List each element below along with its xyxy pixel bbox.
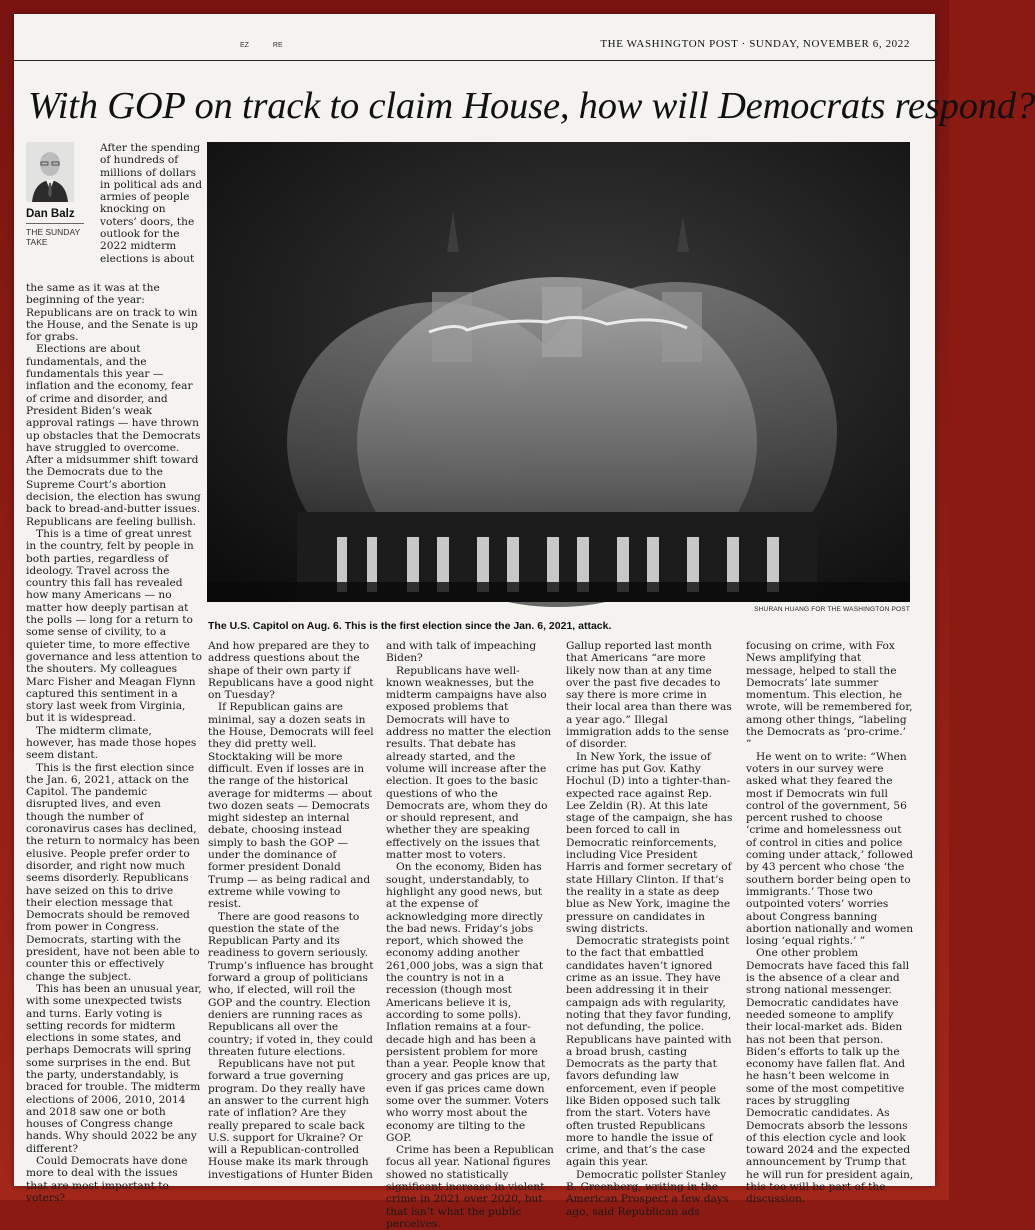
paragraph: After the spending of hundreds of millions of dollars in political ads and armies of people knocking on voters’ doors, the outlook for the 2022 midterm elections is about bbox=[100, 142, 202, 265]
paragraph: There are good reasons to question the state of the Republican Party and its readiness to govern seriously. Trump’s influence has brought forward a group of politicians who, if elected, will roil the GOP and the country. Election deniers are running races as Republicans all over the country; if voted in, they could threaten future elections. bbox=[208, 910, 374, 1058]
byline-rule bbox=[26, 223, 84, 224]
text-column-4 bbox=[566, 640, 734, 1218]
paragraph: Gallup reported last month that Americans “are more likely now than at any time over the past five decades to say there is more crime in their local area than there was a year ago.” Illegal immigration adds to the sense of disorder. bbox=[566, 640, 732, 751]
author-mugshot bbox=[26, 142, 74, 202]
paragraph: focusing on crime, with Fox News amplifying that message, helped to stall the Democrats’ late summer momentum. This election, he wrote, will be remembered for, among other things, “labeling the Democrats as ‘pro-crime.’ ” bbox=[746, 640, 913, 751]
paragraph: and with talk of impeaching Biden? bbox=[386, 640, 537, 665]
lead-paragraph-top bbox=[100, 142, 202, 265]
zone-code: EZ bbox=[240, 42, 249, 49]
paragraph: the same as it was at the beginning of the year: Republicans are on track to win the House, and the Senate is up for grabs. bbox=[26, 282, 198, 344]
paragraph: This is a time of great unrest in the country, felt by people in both parties, regardless of ideology. Travel across the country this fall has revealed how many Americans — no matter how deeply partisan at the polls — long for a return to some sense of civility, to a quieter time, to more effective governance and less attention to the shouters. My colleagues Marc Fisher and Meagan Flynn captured this sentiment in a story last week from Virginia, but it is widespread. bbox=[26, 527, 202, 725]
folio-line: THE WASHINGTON POST · SUNDAY, NOVEMBER 6, 2022 bbox=[600, 38, 910, 50]
author-name: Dan Balz bbox=[26, 208, 75, 220]
paragraph: He went on to write: “When voters in our survey were asked what they feared the most if Democrats win full control of the government, 56 percent rushed to choose ‘crime and homelessness out of control in cities and police coming under attack,’ followed by 43 percent who chose ‘the southern border being open to immigrants.’ Those two outpointed voters’ worries about Congress banning abortion nationally and women losing ‘equal rights.’ ” bbox=[746, 750, 914, 948]
paragraph: This is the first election since the Jan. 6, 2021, attack on the Capitol. The pandemic disrupted lives, and even though the number of coronavirus cases has declined, the return to normalcy has been elusive. People prefer order to disorder, and right now much seems disorderly. Republicans have seized on this to drive their election message that Democrats should be removed from power in Congress. Democrats, starting with the president, have not been able to counter this or effectively change the subject. bbox=[26, 761, 200, 983]
edition-codes bbox=[240, 42, 305, 49]
photo-credit: SHURAN HUANG FOR THE WASHINGTON POST bbox=[754, 606, 910, 613]
headline: With GOP on track to claim House, how will Democrats respond? bbox=[28, 85, 1035, 127]
text-column-5 bbox=[746, 640, 914, 1206]
paragraph: Republicans have well-known weaknesses, but the midterm campaigns have also exposed problems that Democrats will have to address no matter the election results. That debate has already started, and the volume will increase after the election. It goes to the basic questions of who the Democrats are, whom they do or should represent, and whether they are speaking effectively on the issues that matter most to voters. bbox=[386, 664, 552, 862]
paragraph: And how prepared are they to address questions about the shape of their own party if Republicans have a good night on Tuesday? bbox=[208, 640, 374, 702]
text-column-1 bbox=[26, 282, 202, 1204]
zone-code: RE bbox=[272, 42, 283, 49]
paragraph: Democratic pollster Stanley B. Greenberg, writing in the American Prospect a few days ago, said Republican ads bbox=[566, 1168, 729, 1218]
paragraph: On the economy, Biden has sought, understandably, to highlight any good news, but at the expense of acknowledging more directly the bad news. Friday’s jobs report, which showed the economy adding another 261,000 jobs, was a sign that the country is not in a recession (though most Americans believe it is, according to some polls). Inflation remains at a four-decade high and has been a persistent problem for more than a year. People know that grocery and gas prices are up, even if gas prices came down some over the summer. Voters who worry most about the economy are tilting to the GOP. bbox=[386, 861, 551, 1144]
paragraph: The midterm climate, however, has made those hopes seem distant. bbox=[26, 724, 197, 762]
newspaper-page bbox=[14, 14, 1035, 1230]
paragraph: In New York, the issue of crime has put Gov. Kathy Hochul (D) into a tighter-than-expected race against Rep. Lee Zeldin (R). At this late stage of the campaign, she has been forced to call in Democratic reinforcements, including Vice President Harris and former secretary of state Hillary Clinton. If that’s the reality in a state as deep blue as New York, imagine the pressure on candidates in swing districts. bbox=[566, 750, 733, 935]
column-tag: THE SUNDAY TAKE bbox=[26, 227, 81, 247]
paragraph: Elections are about fundamentals, and the fundamentals this year — inflation and the economy, fear of crime and disorder, and President Biden’s weak approval ratings — have thrown up obstacles that the Democrats have struggled to overcome. After a midsummer shift toward the Democrats due to the Supreme Court’s abortion decision, the election has swung back to bread-and-butter issues. Republicans are feeling bullish. bbox=[26, 343, 201, 528]
capitol-dome-photo bbox=[207, 142, 910, 602]
paragraph: This has been an unusual year, with some unexpected twists and turns. Early voting is setting records for midterm elections in some states, and perhaps Democrats will spring some surprises in the end. But the party, understandably, is braced for trouble. The midterm elections of 2006, 2010, 2014 and 2018 saw one or both houses of Congress change hands. Why should 2022 be any different? bbox=[26, 982, 202, 1155]
paragraph: One other problem Democrats have faced this fall is the absence of a clear and strong national messenger. Democratic candidates have needed someone to amplify their local-market ads. Biden has not been that person. Biden’s efforts to talk up the economy have fallen flat. And he hasn’t been welcome in some of the most competitive races by struggling Democratic candidates. As Democrats absorb the lessons of this election cycle and look toward 2024 and the expected announcement by Trump that he will run for president again, this too will be part of the discussion. bbox=[746, 947, 914, 1206]
byline bbox=[26, 142, 88, 247]
photo-caption: The U.S. Capitol on Aug. 6. This is the first election since the Jan. 6, 2021, attack. bbox=[208, 620, 612, 632]
paragraph: Could Democrats have done more to deal with the issues that are most important to voters? bbox=[26, 1155, 188, 1204]
text-column-2 bbox=[208, 640, 376, 1181]
header-rule bbox=[14, 60, 935, 61]
paragraph: Crime has been a Republican focus all year. National figures showed no statistically significant increase in violent crime in 2021 over 2020, but that isn’t what the public perceives. bbox=[386, 1144, 554, 1230]
text-column-3 bbox=[386, 640, 554, 1230]
page-header bbox=[14, 14, 935, 66]
paragraph: If Republican gains are minimal, say a dozen seats in the House, Democrats will feel they did pretty well. Stocktaking will be more difficult. Even if losses are in the range of the historical average for midterms — about two dozen seats — Democrats might sidestep an internal debate, choosing instead simply to bash the GOP — under the dominance of former president Donald Trump — as being radical and extreme while vowing to resist. bbox=[208, 701, 374, 911]
paragraph: Republicans have not put forward a true governing program. Do they really have an answer to the current high rate of inflation? Are they really prepared to scale back U.S. support for Ukraine? Or will a Republican-controlled House make its mark through investigations of Hunter Biden bbox=[208, 1058, 373, 1181]
paragraph: Democratic strategists point to the fact that embattled candidates haven’t ignored crime as an issue. They have been addressing it in their campaign ads with regularity, noting that they favor funding, not defunding, the police. Republicans have painted with a broad brush, casting Democrats as the party that favors defunding law enforcement, even if people like Biden opposed such talk from the start. Voters have often trusted Republicans more to handle the issue of crime, and that’s the case again this year. bbox=[566, 935, 732, 1169]
